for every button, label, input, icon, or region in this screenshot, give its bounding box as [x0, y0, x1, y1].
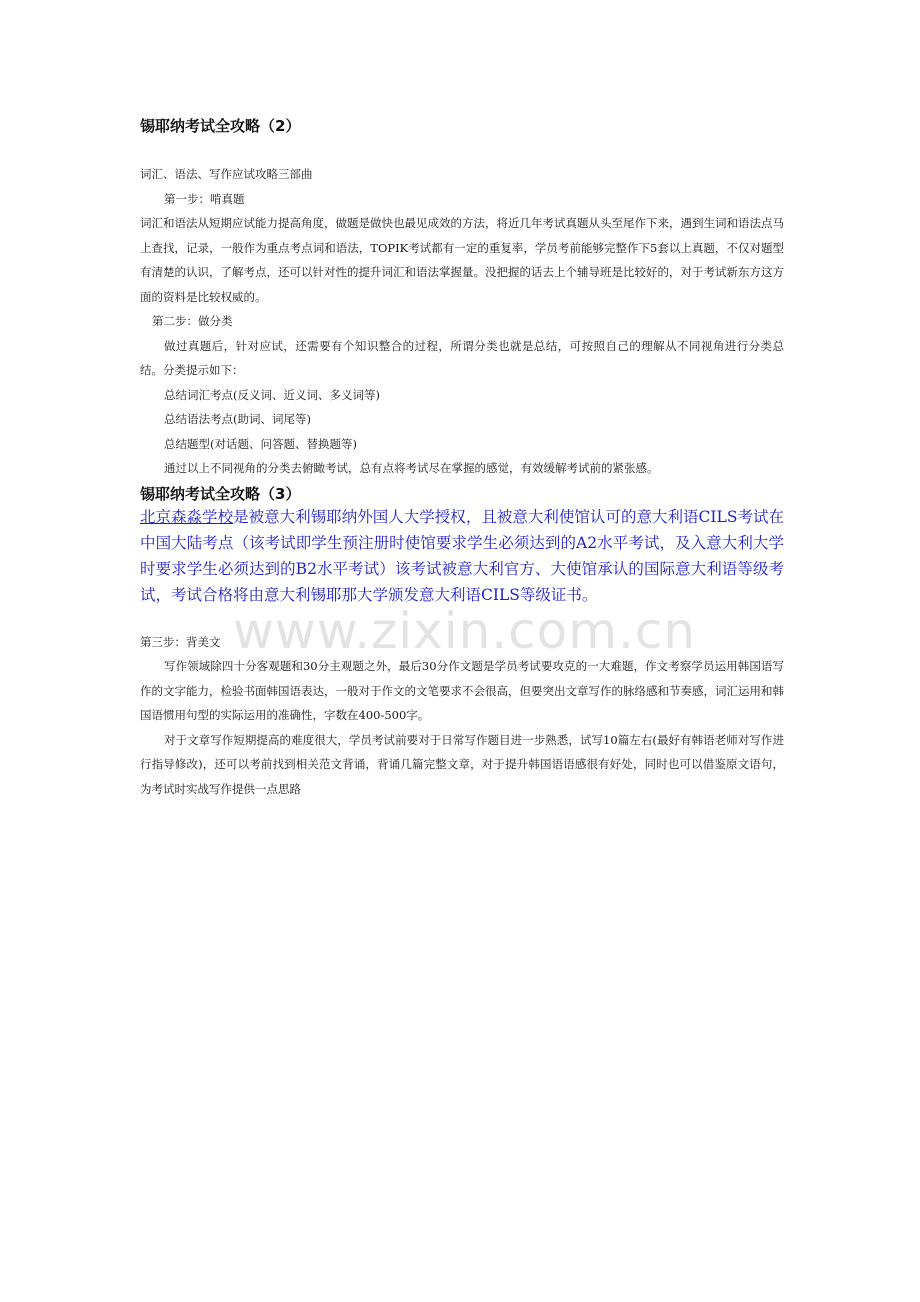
document-page [140, 0, 784, 801]
school-link[interactable]: 北京森淼学校 [140, 507, 234, 526]
step-3-body-2: 对于文章写作短期提高的难度很大，学员考试前要对于日常写作题目进一步熟悉，试写10篇左右(最好有韩语老师对写作进行指导修改)，还可以考前找到相关范文背诵，背诵几篇完整文章，对于提升韩国语语感很有好处，同时也可以借鉴原文语句，为考试时实战写作提供一点思路 [140, 732, 784, 796]
section-2-subtitle: 词汇、语法、写作应试攻略三部曲 [140, 167, 313, 181]
step-1-title: 第一步：啃真题 [164, 191, 245, 206]
step-2-title: 第二步：做分类 [152, 314, 233, 328]
school-description-text: 是被意大利锡耶纳外国人大学授权，且被意大利使馆认可的意大利语CILS考试在中国大陆考点（该考试即学生预注册时使馆要求学生必须达到的A2水平考试，及入意大利大学时要求学生必须达到的B2水平考试）该考试被意大利官方、大使馆承认的国际意大利语等级考试，考试合格将由意大利锡耶那大学颁发意大利语CILS等级证书。 [140, 507, 784, 604]
section-2-title: 锡耶纳考试全攻略（2） [140, 117, 301, 135]
watermark: www.zixin.com.cn [233, 602, 697, 660]
step-3-body-1: 写作领域除四十分客观题和30分主观题之外，最后30分作文题是学员考试要攻克的一大难题，作文考察学员运用韩国语写作的文字能力，检验书面韩国语表达，一般对于作文的文笔要求不会很高，但要突出文章写作的脉络感和节奏感，词汇运用和韩国语惯用句型的实际运用的准确性，字数在400-500字。 [140, 659, 784, 722]
step-2-list-item: 总结词汇考点(反义词、近义词、多义词等) [164, 387, 380, 402]
step-2-list-item: 总结题型(对话题、问答题、替换题等) [164, 436, 357, 451]
school-description [140, 504, 784, 608]
step-2-list-item: 总结语法考点(助词、词尾等) [164, 412, 311, 426]
section-3-title: 锡耶纳考试全攻略（3） [140, 484, 301, 503]
step-2-body: 做过真题后，针对应试，还需要有个知识整合的过程，所谓分类也就是总结，可按照自己的理解从不同视角进行分类总结。分类提示如下： [140, 338, 784, 377]
step-1-body: 词汇和语法从短期应试能力提高角度，做题是做快也最见成效的方法，将近几年考试真题从头至尾作下来，遇到生词和语法点马上查找，记录，一般作为重点考点词和语法，TOPIK考试都有一定的重复率，学员考前能够完整作下5套以上真题，不仅对题型有清楚的认识，了解考点，还可以针对性的提升词汇和语法掌握量。没把握的话去上个辅导班是比较好的，对于考试新东方这方面的资料是比较权威的。 [140, 216, 784, 304]
step-2-summary: 通过以上不同视角的分类去俯瞰考试，总有点将考试尽在掌握的感觉，有效缓解考试前的紧张感。 [164, 461, 659, 475]
step-3-title: 第三步：背美文 [140, 634, 221, 649]
